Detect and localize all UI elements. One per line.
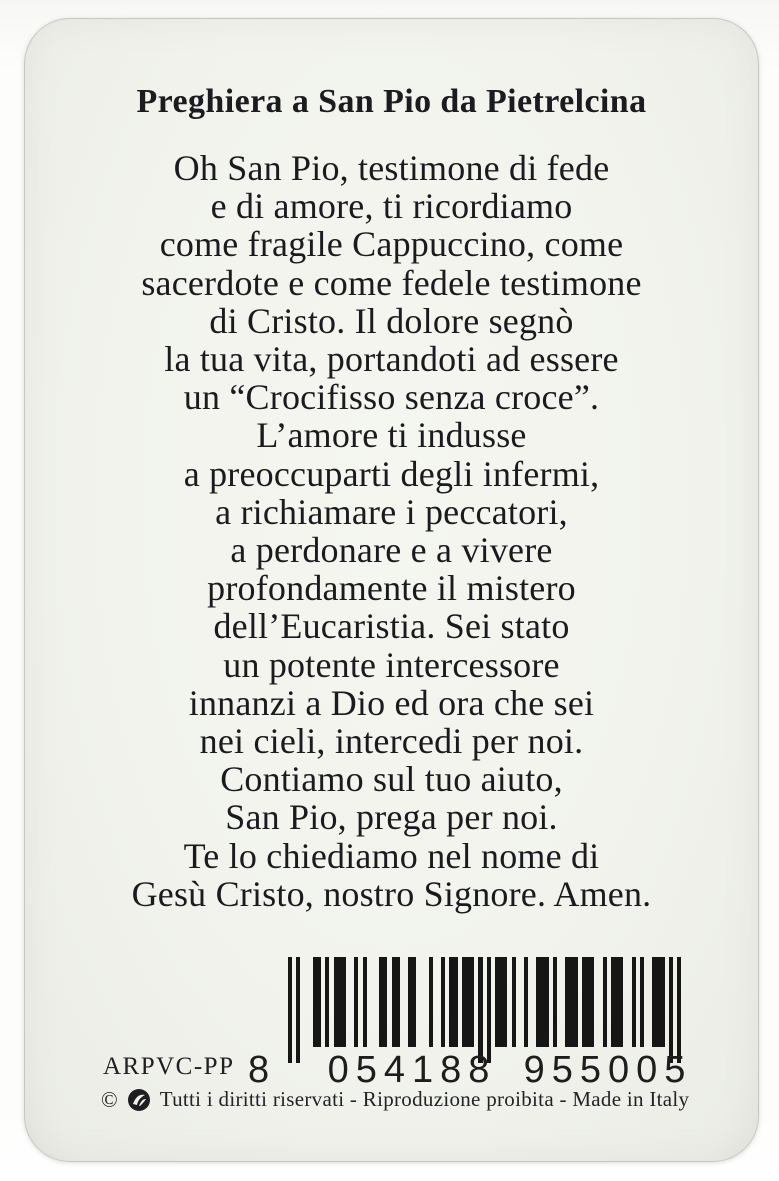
prayer-line: a richiamare i peccatori, <box>215 491 568 532</box>
prayer-line: nei cieli, intercedi per noi. <box>199 721 584 762</box>
prayer-line: dell’Eucaristia. Sei stato <box>213 606 570 647</box>
prayer-card <box>24 18 759 1162</box>
prayer-line: Oh San Pio, testimone di fede <box>173 148 610 188</box>
prayer-line: Te lo chiediamo nel nome di <box>183 835 600 876</box>
barcode-digits-left: 054188 <box>327 1049 497 1091</box>
prayer-line: Gesù Cristo, nostro Signore. Amen. <box>131 873 652 914</box>
card-title: Preghiera a San Pio da Pietrelcina <box>136 83 647 120</box>
prayer-line: e di amore, ti ricordiamo <box>210 186 573 227</box>
prayer-line: profondamente il mistero <box>207 568 576 609</box>
barcode-bars <box>288 957 682 1063</box>
barcode-digit-first: 8 <box>248 1049 270 1091</box>
rights-text: Tutti i diritti riservati - Riproduzione proibita - Made in Italy <box>159 1087 690 1111</box>
prayer-line: innanzi a Dio ed ora che sei <box>188 682 595 723</box>
product-code: ARPVC-PP <box>103 1053 235 1080</box>
copyright-line <box>101 1087 741 1112</box>
publisher-logo-icon <box>127 1088 151 1112</box>
prayer-line: San Pio, prega per noi. <box>225 797 558 838</box>
prayer-line: L’amore ti indusse <box>256 415 527 456</box>
prayer-line: a perdonare e a vivere <box>230 530 553 571</box>
prayer-line: Contiamo sul tuo aiuto, <box>220 759 563 800</box>
prayer-line: un potente intercessore <box>223 644 560 685</box>
prayer-line: sacerdote e come fedele testimone <box>141 262 642 303</box>
barcode-digits-right: 955005 <box>523 1049 693 1091</box>
prayer-line: di Cristo. Il dolore segnò <box>209 300 574 341</box>
prayer-line: come fragile Cappuccino, come <box>159 224 624 265</box>
copyright-icon: © <box>101 1086 118 1112</box>
prayer-line: la tua vita, portandoti ad essere <box>164 339 619 380</box>
prayer-text <box>25 149 758 913</box>
prayer-line: un “Crocifisso senza croce”. <box>183 377 600 418</box>
prayer-line: a preoccuparti degli infermi, <box>183 453 600 494</box>
